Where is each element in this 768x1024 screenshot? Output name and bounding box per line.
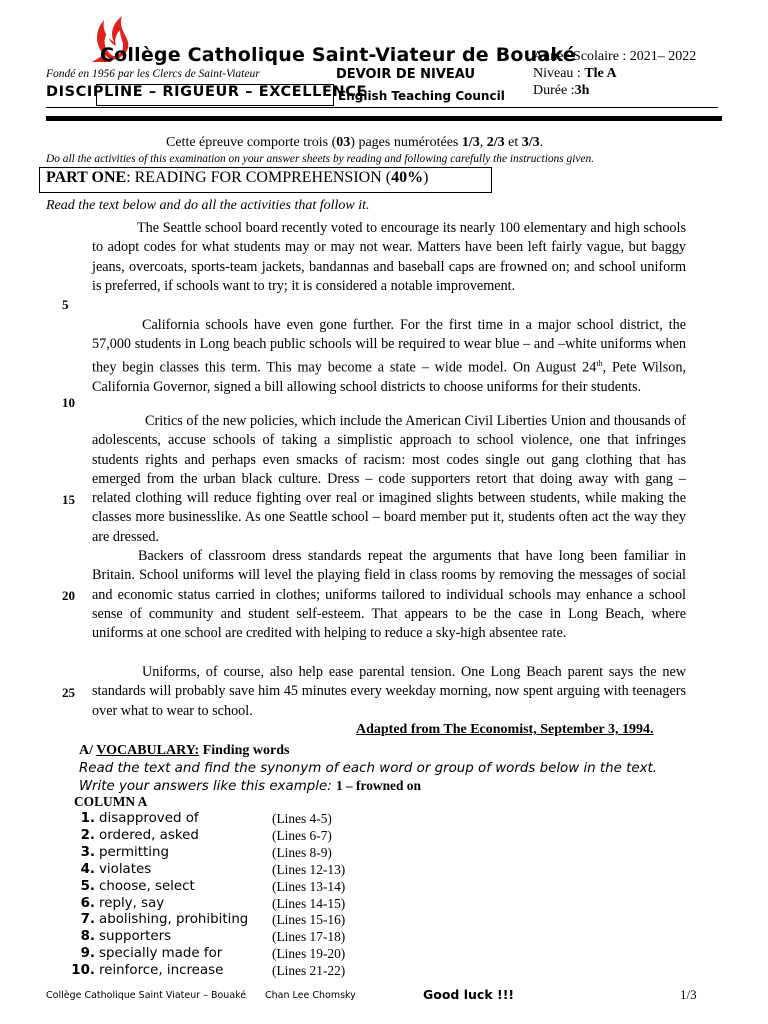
vocabulary-item xyxy=(68,946,368,963)
vocabulary-item-lines: (Lines 21-22) xyxy=(272,963,346,979)
vocabulary-item-word: specially made for xyxy=(99,946,223,962)
vocabulary-item xyxy=(68,929,368,946)
vocabulary-item-number: 8. xyxy=(80,929,95,945)
header-divider-thin xyxy=(46,107,718,108)
vocabulary-item-lines: (Lines 15-16) xyxy=(272,912,346,928)
vocabulary-item-number: 1. xyxy=(80,811,95,826)
vocabulary-item-lines: (Lines 4-5) xyxy=(272,811,332,826)
text-paragraph-4: Backers of classroom dress standards repeat the arguments that have long been familiar in Britain. School uniforms will level the playing field in class rooms by removing the messages of social and economic status carried in clothes; uniforms tailored to individual schools may enhance a school sense of community and student self-esteem. That appears to be the case in Long Beach, where uniforms at one school are credited with helping to reduce a sky-high absentee rate. xyxy=(92,548,686,642)
vocabulary-item xyxy=(68,912,368,929)
vocabulary-item-number: 2. xyxy=(80,827,95,843)
vocabulary-item-word: abolishing, prohibiting xyxy=(99,912,249,928)
text-source: Adapted from The Economist, September 3, 1994. xyxy=(356,722,654,737)
vocabulary-item xyxy=(68,862,368,879)
footer-school: Collège Catholique Saint Viateur – Bouaké xyxy=(46,990,247,1001)
vocabulary-item xyxy=(68,879,368,896)
vocabulary-item-word: reply, say xyxy=(99,895,165,911)
line-number-10: 10 xyxy=(62,395,75,410)
school-motto: DISCIPLINE – RIGUEUR – EXCELLENCE xyxy=(46,84,367,100)
vocabulary-item-number: 9. xyxy=(80,946,95,962)
vocabulary-item-word: reinforce, increase xyxy=(99,963,224,979)
pages-note: Cette épreuve comporte trois (03) pages numérotées 1/3, 2/3 et 3/3. xyxy=(166,135,544,150)
council-name: English Teaching Council xyxy=(338,89,505,103)
vocabulary-item-number: 4. xyxy=(80,861,95,877)
part-one-title: PART ONE: READING FOR COMPREHENSION (40%) xyxy=(46,169,429,186)
vocabulary-item xyxy=(68,845,368,862)
vocabulary-item xyxy=(68,811,368,828)
vocabulary-item xyxy=(68,828,368,845)
text-paragraph-1: The Seattle school board recently voted to encourage its nearly 100 elementary and high schools to adopt codes for what students may or may not wear. Matters have been left fairly vague, but baggy jeans, overcoats, sports-team jackets, bandannas and baseball caps are frowned on; and school uniform is preferred, if schools want to try; it is considered a notable improvement. xyxy=(92,220,686,294)
vocabulary-item-lines: (Lines 13-14) xyxy=(272,878,346,894)
vocabulary-item-lines: (Lines 17-18) xyxy=(272,929,346,945)
vocabulary-heading: A/ VOCABULARY: Finding words xyxy=(79,743,290,758)
vocabulary-item-word: violates xyxy=(99,861,152,877)
text-paragraph-3: Critics of the new policies, which include the American Civil Liberties Union and thousands of adolescents, accuse schools of taking a simplistic approach to school violence, one that infringes students rights and perhaps even smacks of racism: most codes single out gang clothing that has emerged from the urban black culture. Dress – code supporters retort that doing away with gang – related clothing will reduce fighting over real or imagined slights between students, while making the classes more businesslike. As one Seattle school – board member put it, students often act the way they are dressed. xyxy=(92,413,686,545)
text-paragraph-2: California schools have even gone further. For the first time in a major school district, the 57,000 students in Long beach public schools will be required to wear blue – and –white uniforms when they begin classes this term. This may become a state – wide model. On August 24th, Pete Wilson, California Governor, signed a bill allowing school districts to choose uniforms for their students. xyxy=(92,316,686,396)
vocabulary-item-word: choose, select xyxy=(99,878,195,894)
vocabulary-item-word: permitting xyxy=(99,844,169,860)
vocabulary-instruction: Read the text and find the synonym of each word or group of words below in the text. xyxy=(79,761,658,776)
level: Niveau : Tle A xyxy=(533,66,617,81)
vocabulary-item-lines: (Lines 6-7) xyxy=(272,827,332,843)
header-divider-thick xyxy=(46,116,722,121)
line-number-5: 5 xyxy=(62,297,69,312)
vocabulary-item-word: disapproved of xyxy=(99,811,199,826)
vocabulary-item-word: supporters xyxy=(99,929,172,945)
founded-note: Fondé en 1956 par les Clercs de Saint-Viateur xyxy=(46,68,260,80)
line-number-25: 25 xyxy=(62,685,75,700)
vocabulary-item-lines: (Lines 8-9) xyxy=(272,844,332,860)
general-instructions: Do all the activities of this examination on your answer sheets by reading and following carefully the instructions given. xyxy=(46,153,595,165)
vocabulary-item-number: 3. xyxy=(80,844,95,860)
school-year: Année Scolaire : 2021– 2022 xyxy=(533,49,697,64)
vocabulary-item-lines: (Lines 14-15) xyxy=(272,895,346,911)
page-number: 1/3 xyxy=(680,987,697,1002)
vocabulary-item-number: 7. xyxy=(80,912,95,928)
footer-author: Chan Lee Chomsky xyxy=(265,990,356,1001)
vocabulary-example: Write your answers like this example: 1 – frowned on xyxy=(79,778,421,794)
footer-good-luck: Good luck !!! xyxy=(423,987,515,1002)
vocabulary-item-lines: (Lines 19-20) xyxy=(272,946,346,962)
line-number-15: 15 xyxy=(62,492,75,507)
vocabulary-item-number: 6. xyxy=(80,895,95,911)
vocabulary-item xyxy=(68,896,368,913)
text-paragraph-5: Uniforms, of course, also help ease parental tension. One Long Beach parent says the new standards will probably save him 45 minutes every weekday morning, now spent arguing with teenagers over what to wear to school. xyxy=(92,664,686,719)
vocabulary-item xyxy=(68,963,368,980)
reading-instruction: Read the text below and do all the activities that follow it. xyxy=(46,198,370,213)
column-a-label: COLUMN A xyxy=(74,794,148,809)
vocabulary-item-word: ordered, asked xyxy=(99,827,199,843)
school-name: Collège Catholique Saint-Viateur de Bouaké xyxy=(100,44,576,66)
exam-type: DEVOIR DE NIVEAU xyxy=(336,67,476,82)
line-number-20: 20 xyxy=(62,588,75,603)
vocabulary-item-lines: (Lines 12-13) xyxy=(272,861,346,877)
vocabulary-item-number: 5. xyxy=(80,878,95,894)
duration: Durée :3h xyxy=(533,83,590,98)
vocabulary-item-number: 10. xyxy=(71,963,95,979)
